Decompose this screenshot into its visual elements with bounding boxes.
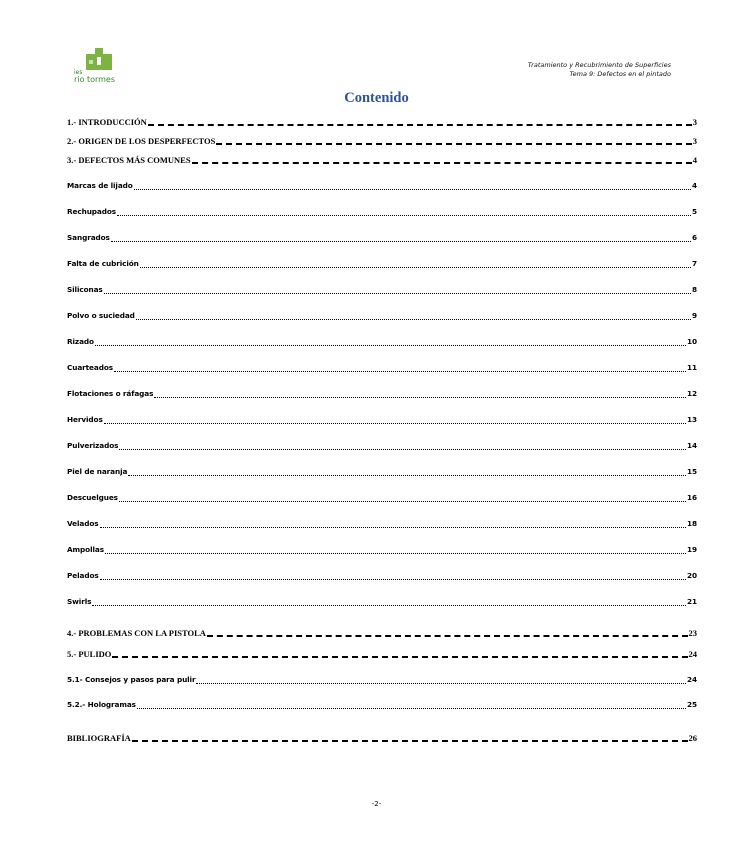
toc-leader bbox=[136, 312, 691, 320]
toc-entry-page: 11 bbox=[687, 363, 697, 372]
toc-leader bbox=[207, 628, 688, 637]
toc-entry-label: Marcas de lijado bbox=[67, 181, 133, 190]
toc-entry-page: 24 bbox=[687, 675, 697, 684]
toc-entry-label: 5.- PULIDO bbox=[67, 649, 112, 659]
running-header bbox=[528, 61, 671, 79]
toc-leader bbox=[95, 338, 686, 346]
toc-leader bbox=[196, 676, 686, 684]
toc-entry-page: 12 bbox=[687, 389, 697, 398]
toc-entry[interactable] bbox=[67, 117, 697, 127]
logo-name-text: rio tormes bbox=[74, 75, 116, 84]
toc-entry-page: 18 bbox=[687, 519, 697, 528]
toc-entry-label: Pelados bbox=[67, 571, 99, 580]
toc-entry[interactable] bbox=[67, 571, 697, 581]
toc-entry-label: Cuarteados bbox=[67, 363, 114, 372]
toc-entry-page: 10 bbox=[687, 337, 697, 346]
toc-entry-label: Falta de cubrición bbox=[67, 259, 139, 268]
toc-entry[interactable] bbox=[67, 363, 697, 373]
toc-leader bbox=[132, 733, 688, 742]
toc-entry-page: 15 bbox=[687, 467, 697, 476]
toc-entry-label: Polvo o suciedad bbox=[67, 311, 135, 320]
toc-entry-label: Pulverizados bbox=[67, 441, 119, 450]
toc-entry-page: 16 bbox=[687, 493, 697, 502]
toc-entry-page: 26 bbox=[688, 733, 697, 743]
toc-entry-label: 5.1- Consejos y pasos para pulir bbox=[67, 675, 196, 684]
toc-entry-label: 1.- INTRODUCCIÓN bbox=[67, 117, 147, 127]
toc-leader bbox=[104, 286, 691, 294]
toc-leader bbox=[148, 117, 692, 126]
toc-leader bbox=[137, 701, 686, 709]
toc-leader bbox=[134, 182, 691, 190]
logo-text bbox=[74, 70, 115, 84]
toc-entry-page: 9 bbox=[692, 311, 697, 320]
topic-line: Tema 9: Defectos en el pintado bbox=[569, 70, 671, 78]
toc-entry-page: 8 bbox=[692, 285, 697, 294]
toc-entry-label: Rizado bbox=[67, 337, 94, 346]
toc-entry-page: 13 bbox=[687, 415, 697, 424]
toc-entry-label: Velados bbox=[67, 519, 99, 528]
toc-entry[interactable] bbox=[67, 337, 697, 347]
toc-entry-label: BIBLIOGRAFÍA bbox=[67, 733, 131, 743]
toc-entry-page: 14 bbox=[687, 441, 697, 450]
toc-leader bbox=[192, 155, 692, 164]
toc-entry[interactable] bbox=[67, 649, 697, 659]
toc-leader bbox=[92, 598, 686, 606]
toc-leader bbox=[119, 442, 686, 450]
toc-entry[interactable] bbox=[67, 311, 697, 321]
toc-entry[interactable] bbox=[67, 441, 697, 451]
toc-entry-page: 20 bbox=[687, 571, 697, 580]
toc-entry[interactable] bbox=[67, 285, 697, 295]
toc-entry[interactable] bbox=[67, 233, 697, 243]
toc-entry-page: 25 bbox=[687, 700, 697, 709]
toc-entry-page: 19 bbox=[687, 545, 697, 554]
toc-entry-label: 5.2.- Hologramas bbox=[67, 700, 136, 709]
toc-entry-page: 3 bbox=[692, 136, 697, 146]
toc-entry[interactable] bbox=[67, 545, 697, 555]
toc-entry[interactable] bbox=[67, 415, 697, 425]
course-line: Tratamiento y Recubrimiento de Superficies bbox=[527, 61, 671, 69]
toc-entry[interactable] bbox=[67, 155, 697, 165]
toc-entry[interactable] bbox=[67, 467, 697, 477]
toc-leader bbox=[140, 260, 691, 268]
toc-entry-label: 3.- DEFECTOS MÁS COMUNES bbox=[67, 155, 191, 165]
school-logo bbox=[74, 48, 118, 82]
toc-leader bbox=[112, 649, 687, 658]
toc-entry-label: Sangrados bbox=[67, 233, 110, 242]
toc-leader bbox=[100, 520, 687, 528]
toc-entry-page: 7 bbox=[692, 259, 697, 268]
toc-entry-page: 5 bbox=[692, 207, 697, 216]
toc-entry-page: 23 bbox=[688, 628, 697, 638]
toc-entry-label: Descuelgues bbox=[67, 493, 118, 502]
toc-entry[interactable] bbox=[67, 207, 697, 217]
toc-leader bbox=[216, 136, 691, 145]
page-number: -2- bbox=[371, 800, 382, 808]
toc-leader bbox=[119, 494, 686, 502]
toc-entry[interactable] bbox=[67, 181, 697, 191]
toc-entry-label: Flotaciones o ráfagas bbox=[67, 389, 154, 398]
toc-entry[interactable] bbox=[67, 628, 697, 638]
toc-entry-label: Swirls bbox=[67, 597, 92, 606]
toc-entry-page: 3 bbox=[692, 117, 697, 127]
toc-leader bbox=[114, 364, 686, 372]
toc-leader bbox=[117, 208, 691, 216]
toc-leader bbox=[100, 572, 686, 580]
toc-entry-page: 4 bbox=[692, 155, 697, 165]
toc-entry-label: Hervidos bbox=[67, 415, 103, 424]
toc-entry-page: 4 bbox=[692, 181, 697, 190]
toc-entry-label: Piel de naranja bbox=[67, 467, 128, 476]
toc-leader bbox=[111, 234, 691, 242]
toc-entry[interactable] bbox=[67, 733, 697, 743]
toc-entry[interactable] bbox=[67, 136, 697, 146]
toc-title: Contenido bbox=[344, 90, 409, 106]
toc-entry[interactable] bbox=[67, 259, 697, 269]
toc-entry-label: Rechupados bbox=[67, 207, 117, 216]
toc-leader bbox=[105, 546, 686, 554]
toc-entry-label: Ampollas bbox=[67, 545, 104, 554]
toc-leader bbox=[128, 468, 686, 476]
toc-entry[interactable] bbox=[67, 389, 697, 399]
toc-entry-page: 6 bbox=[692, 233, 697, 242]
toc-entry-label: 2.- ORIGEN DE LOS DESPERFECTOS bbox=[67, 136, 216, 146]
toc-leader bbox=[104, 416, 686, 424]
toc-entry-page: 21 bbox=[687, 597, 697, 606]
toc-entry[interactable] bbox=[67, 493, 697, 503]
toc-entry-label: Siliconas bbox=[67, 285, 103, 294]
logo-small-text: ies bbox=[74, 69, 83, 76]
toc-entry-page: 24 bbox=[688, 649, 697, 659]
toc-leader bbox=[154, 390, 686, 398]
toc-entry[interactable] bbox=[67, 519, 697, 529]
toc-entry[interactable] bbox=[67, 675, 697, 685]
toc-entry[interactable] bbox=[67, 700, 697, 710]
toc-entry-label: 4.- PROBLEMAS CON LA PISTOLA bbox=[67, 628, 206, 638]
toc-entry[interactable] bbox=[67, 597, 697, 607]
logo-icon bbox=[86, 48, 112, 70]
